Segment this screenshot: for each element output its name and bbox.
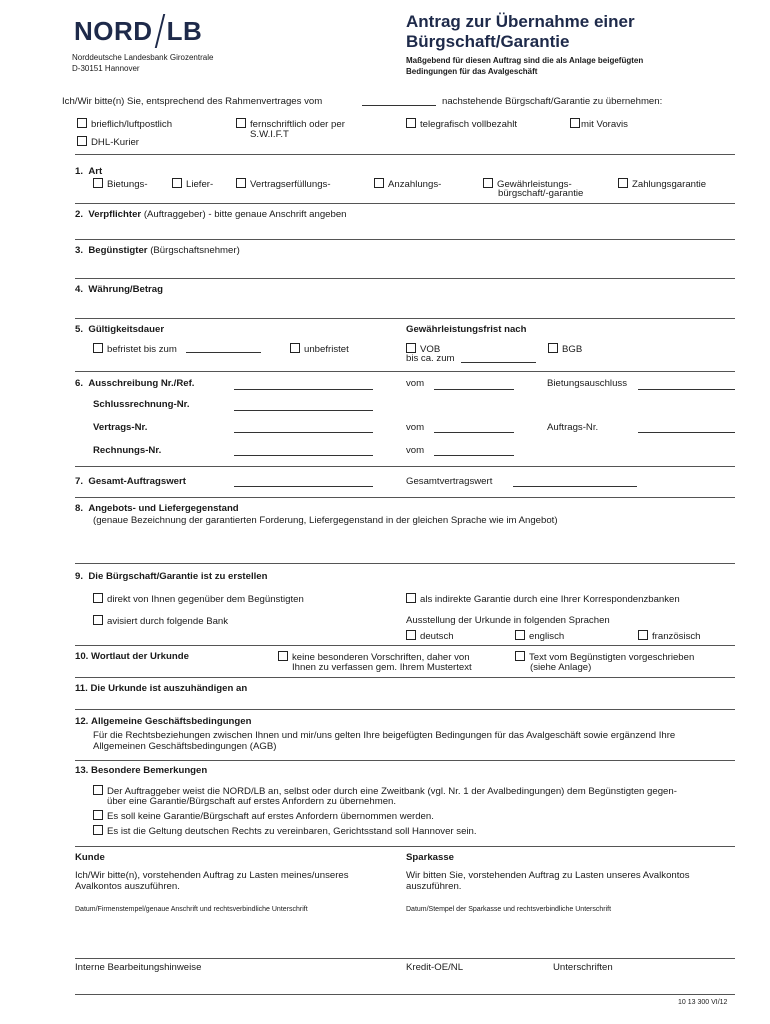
opt-keine-vorschriften-line2: Ihnen zu verfassen gem. Ihrem Mustertext <box>292 662 472 673</box>
logo-lb: LB <box>166 16 203 46</box>
opt-text-vorgeschrieben-line2: (siehe Anlage) <box>530 662 592 673</box>
logo <box>74 14 202 48</box>
gesamt-auftragswert-field[interactable] <box>234 486 373 487</box>
auftrags-label: Auftrags-Nr. <box>547 422 599 433</box>
divider <box>75 958 735 959</box>
opt-fernschriftlich-line2: S.W.I.F.T <box>250 129 289 140</box>
opt-fernschriftlich[interactable]: fernschriftlich oder per <box>236 118 345 131</box>
s12-text2: Allgemeinen Geschäftsbedingungen (AGB) <box>93 741 277 752</box>
s7-title: 7. Gesamt-Auftragswert <box>75 476 186 487</box>
intro-text-a: Ich/Wir bitte(n) Sie, entsprechend des Rahmenvertrages vom <box>62 96 323 107</box>
opt-telegrafisch[interactable]: telegrafisch vollbezahlt <box>406 118 517 131</box>
vob-date-field[interactable] <box>461 362 536 363</box>
ausschreibung-field[interactable] <box>234 389 373 390</box>
bietungsausschluss-field[interactable] <box>638 389 735 390</box>
gesamtvertragswert-field[interactable] <box>513 486 637 487</box>
opt-brieflich[interactable]: brieflich/luftpostlich <box>77 118 172 131</box>
art-vertragserfuellungs[interactable]: Vertragserfüllungs- <box>236 178 331 191</box>
art-gewaehrleistungs[interactable]: Gewährleistungs- <box>483 178 572 191</box>
vertrags-date-field[interactable] <box>434 432 514 433</box>
checkbox[interactable] <box>93 810 103 820</box>
opt-text-vorgeschrieben[interactable]: Text vom Begünstigten vorgeschrieben <box>515 651 694 664</box>
checkbox[interactable] <box>483 178 493 188</box>
divider <box>75 203 735 204</box>
checkbox[interactable] <box>515 651 525 661</box>
checkbox[interactable] <box>406 593 416 603</box>
s5-title: 5. Gültigkeitsdauer <box>75 324 165 335</box>
sparkasse-signature-label: Datum/Stempel der Sparkasse und rechtsverbindliche Unterschrift <box>406 906 612 913</box>
opt-erstes-anfordern-line2: über eine Garantie/Bürgschaft auf erstes Anfordern zu übernehmen. <box>107 796 397 807</box>
s3-title: 3. Begünstigter (Bürgschaftsnehmer) <box>75 245 240 256</box>
checkbox[interactable] <box>236 118 246 128</box>
checkbox[interactable] <box>548 343 558 353</box>
opt-voravis[interactable]: mit Voravis <box>570 118 628 131</box>
opt-keine-vorschriften[interactable]: keine besonderen Vorschriften, daher von <box>278 651 470 664</box>
s1-title: 1. Art <box>75 166 103 177</box>
vom-label: vom <box>406 422 425 433</box>
gesamtvertragswert-label: Gesamtvertragswert <box>406 476 493 487</box>
sparkasse-text2: auszuführen. <box>406 881 462 892</box>
divider <box>75 709 735 710</box>
vertrags-field[interactable] <box>234 432 373 433</box>
divider <box>75 318 735 319</box>
s11-title: 11. Die Urkunde ist auszuhändigen an <box>75 683 248 694</box>
ausschreibung-date-field[interactable] <box>434 389 514 390</box>
opt-erstes-anfordern[interactable]: Der Auftraggeber weist die NORD/LB an, selbst oder durch eine Zweitbank (vgl. Nr. 1 der Avalbedingungen) dem Begünstigten gegen- <box>93 785 677 798</box>
opt-dhl[interactable]: DHL-Kurier <box>77 136 139 149</box>
art-gewaehrleistungs-line2: bürgschaft/-garantie <box>498 188 584 199</box>
art-anzahlungs[interactable]: Anzahlungs- <box>374 178 441 191</box>
divider <box>75 154 735 155</box>
checkbox[interactable] <box>93 343 103 353</box>
divider <box>75 466 735 467</box>
opt-deutsches-recht[interactable]: Es ist die Geltung deutschen Rechts zu vereinbaren, Gerichtsstand soll Hannover sein. <box>93 825 477 838</box>
opt-englisch[interactable]: englisch <box>515 630 564 643</box>
checkbox[interactable] <box>278 651 288 661</box>
intro-text-b: nachstehende Bürgschaft/Garantie zu übernehmen: <box>442 96 663 107</box>
title-line2: Bürgschaft/Garantie <box>406 32 570 51</box>
kunde-heading: Kunde <box>75 852 105 863</box>
rechnungs-date-field[interactable] <box>434 455 514 456</box>
divider <box>75 677 735 678</box>
vom-label: vom <box>406 445 425 456</box>
art-zahlungsgarantie[interactable]: Zahlungsgarantie <box>618 178 706 191</box>
checkbox[interactable] <box>236 178 246 188</box>
s13-title: 13. Besondere Bemerkungen <box>75 765 208 776</box>
checkbox[interactable] <box>406 118 416 128</box>
checkbox[interactable] <box>93 785 103 795</box>
bank-address: D-30151 Hannover <box>72 64 140 73</box>
logo-slash <box>154 14 164 48</box>
s6-title: 6. Ausschreibung Nr./Ref. <box>75 378 195 389</box>
checkbox[interactable] <box>374 178 384 188</box>
divider <box>75 371 735 372</box>
bietungsausschluss-label: Bietungsauschluss <box>547 378 627 389</box>
vertrags-label: Vertrags-Nr. <box>93 422 148 433</box>
rahmenvertrag-date-field[interactable] <box>362 105 436 106</box>
divider <box>75 846 735 847</box>
art-bietungs[interactable]: Bietungs- <box>93 178 148 191</box>
art-liefer[interactable]: Liefer- <box>172 178 213 191</box>
divider <box>75 497 735 498</box>
checkbox[interactable] <box>406 630 416 640</box>
rechnungs-label: Rechnungs-Nr. <box>93 445 162 456</box>
subtitle-line2: Bedingungen für das Avalgeschäft <box>406 67 538 76</box>
s4-title: 4. Währung/Betrag <box>75 284 163 295</box>
logo-nord: NORD <box>74 16 153 46</box>
divider <box>75 278 735 279</box>
opt-befristet[interactable]: befristet bis zum <box>93 343 177 356</box>
divider <box>75 239 735 240</box>
opt-bgb[interactable]: BGB <box>548 343 582 356</box>
checkbox[interactable] <box>406 343 416 353</box>
vom-label: vom <box>406 378 425 389</box>
opt-unbefristet[interactable]: unbefristet <box>290 343 349 356</box>
divider <box>75 994 735 995</box>
checkbox[interactable] <box>93 178 103 188</box>
opt-direkt[interactable]: direkt von Ihnen gegenüber dem Begünstigten <box>93 593 304 606</box>
unterschriften-label: Unterschriften <box>553 962 613 973</box>
checkbox[interactable] <box>93 615 103 625</box>
kredit-oe-label: Kredit-OE/NL <box>406 962 464 973</box>
sparkasse-text1: Wir bitten Sie, vorstehenden Auftrag zu Lasten unseres Avalkontos <box>406 870 690 881</box>
s9-title: 9. Die Bürgschaft/Garantie ist zu erstellen <box>75 571 268 582</box>
divider <box>75 760 735 761</box>
opt-avisiert[interactable]: avisiert durch folgende Bank <box>93 615 228 628</box>
checkbox[interactable] <box>93 825 103 835</box>
opt-indirekt[interactable]: als indirekte Garantie durch eine Ihrer Korrespondenzbanken <box>406 593 680 606</box>
auftrags-field[interactable] <box>638 432 735 433</box>
interne-hinweise-label: Interne Bearbeitungshinweise <box>75 962 202 973</box>
gewaehrleistungsfrist-label: Gewährleistungsfrist nach <box>406 324 527 335</box>
divider <box>75 645 735 646</box>
bis-ca-label: bis ca. zum <box>406 353 455 364</box>
kunde-text1: Ich/Wir bitte(n), vorstehenden Auftrag zu Lasten meines/unseres <box>75 870 349 881</box>
checkbox[interactable] <box>618 178 628 188</box>
checkbox[interactable] <box>172 178 182 188</box>
kunde-text2: Avalkontos auszuführen. <box>75 881 180 892</box>
opt-franzoesisch[interactable]: französisch <box>638 630 701 643</box>
opt-kein-erstes-anfordern[interactable]: Es soll keine Garantie/Bürgschaft auf erstes Anfordern übernommen werden. <box>93 810 434 823</box>
s8-title: 8. Angebots- und Liefergegenstand <box>75 503 239 514</box>
schlussrechnung-field[interactable] <box>234 410 373 411</box>
opt-deutsch[interactable]: deutsch <box>406 630 454 643</box>
divider <box>75 563 735 564</box>
s10-title: 10. Wortlaut der Urkunde <box>75 651 189 662</box>
bank-name: Norddeutsche Landesbank Girozentrale <box>72 53 214 62</box>
s2-title: 2. Verpflichter (Auftraggeber) - bitte genaue Anschrift angeben <box>75 209 347 220</box>
rechnungs-field[interactable] <box>234 455 373 456</box>
sprachen-label: Ausstellung der Urkunde in folgenden Sprachen <box>406 615 610 626</box>
checkbox[interactable] <box>77 118 87 128</box>
checkbox[interactable] <box>515 630 525 640</box>
schlussrechnung-label: Schlussrechnung-Nr. <box>93 399 190 410</box>
checkbox[interactable] <box>77 136 87 146</box>
s12-title: 12. Allgemeine Geschäftsbedingungen <box>75 716 252 727</box>
sparkasse-heading: Sparkasse <box>406 852 455 863</box>
checkbox[interactable] <box>638 630 648 640</box>
befristet-date-field[interactable] <box>186 352 261 353</box>
checkbox[interactable] <box>570 118 580 128</box>
opt-vob[interactable]: VOB <box>406 343 440 356</box>
checkbox[interactable] <box>93 593 103 603</box>
s12-text1: Für die Rechtsbeziehungen zwischen Ihnen und mir/uns gelten Ihre beigefügten Bedingungen für das Avalgeschäft sowie ergänzend Ihre <box>93 730 676 741</box>
form-code: 10 13 300 VI/12 <box>678 999 728 1006</box>
title-line1: Antrag zur Übernahme einer <box>406 12 635 31</box>
checkbox[interactable] <box>290 343 300 353</box>
kunde-signature-label: Datum/Firmenstempel/genaue Anschrift und rechtsverbindliche Unterschrift <box>75 906 308 913</box>
s8-hint: (genaue Bezeichnung der garantierten Forderung, Liefergegenstand in der gleichen Sprache wie im Angebot) <box>93 515 558 526</box>
subtitle-line1: Maßgebend für diesen Auftrag sind die als Anlage beigefügten <box>406 56 644 65</box>
